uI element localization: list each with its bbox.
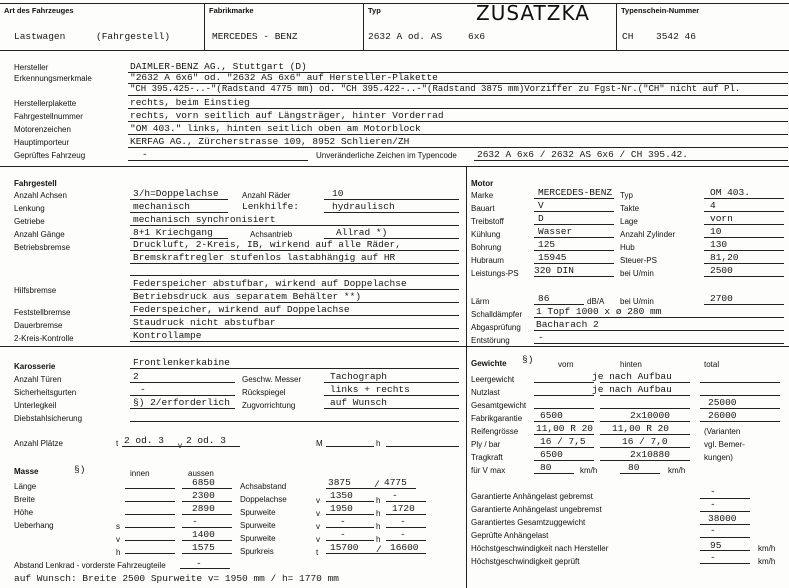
vehicle-kind-label: Art des Fahrzeuges [4,6,74,15]
emission-test-label: Abgasprüfung [471,323,521,332]
turning-circle-value-1: 15700 [330,542,359,553]
type-label: Typ [368,6,381,15]
identification-value-1: "2632 A 6x6" od. "2632 AS 6x6" auf Hersteller-Plakette [130,72,438,83]
dual-circuit-label: 2-Kreis-Kontrolle [14,334,74,343]
engine-type-label: Typ [620,191,633,200]
axle-drive-value: Allrad *) [336,227,388,238]
engine-brand-label: Marke [471,191,494,200]
stroke-value: 130 [710,239,728,250]
seatbelts-label: Sicherheitsgurten [14,388,77,397]
tested-vehicle-label: Geprüftes Fahrzeug [14,151,86,160]
rpm-value: 2500 [710,265,733,276]
vehicle-kind-value: Lastwagen [14,31,66,42]
axles-value: 3/h=Doppelachse [133,188,219,199]
auxiliary-brake-value-1: Federspeicher abstufbar, wirkend auf Doppelachse [133,278,407,289]
axle-drive-label: Achsantrieb [250,230,293,239]
engine-mark-label: Motorenzeichen [14,125,71,134]
position-label: Lage [620,217,638,226]
tire-size-rear: 11,00 R 20 [612,423,670,434]
empty-weight-value: je nach Aufbau [592,371,672,382]
gears-value: 8+1 Kriechgang [133,227,213,238]
power-steering-value: hydraulisch [332,201,395,212]
ply-label: Ply / bar [471,440,501,449]
certificate-prefix: CH [622,31,634,42]
cooling-label: Kühlung [471,230,501,239]
retarder-value: Staudruck nicht abstufbar [133,317,276,328]
factory-guarantee-rear: 2x10000 [630,410,670,421]
empty-weight-label: Leergewicht [471,375,515,384]
gearbox-value: mechanisch synchronisiert [133,214,276,225]
brand-value: MERCEDES - BENZ [212,31,298,42]
track1-h-value: 1720 [392,503,415,514]
gross-weight-label: Gesamtgewicht [471,401,527,410]
trailer-braked-value: - [710,486,716,497]
manufacturer-value: DAIMLER-BENZ AG., Stuttgart (D) [130,61,307,72]
design-label: Bauart [471,204,495,213]
service-brake-label: Betriebsbremse [14,243,71,252]
interference-value: - [538,332,544,343]
vehicle-kind-value-2: (Fahrgestell) [96,31,171,42]
plate-value: rechts, beim Einstieg [130,97,250,108]
axles-label: Anzahl Achsen [14,191,67,200]
service-brake-value-1: Druckluft, 2-Kreis, IB, wirkend auf alle Räder, [133,239,401,250]
auxiliary-brake-label: Hilfsbremse [14,286,57,295]
front-label: vorn [558,360,574,369]
overhang-v-marker: v [116,535,120,544]
wheel-chock-value: §) 2/erforderlich [133,397,230,408]
overhang-s-value: - [192,516,198,527]
displacement-label: Hubraum [471,256,504,265]
rear-label: hinten [620,360,642,369]
track2-h-marker: h [376,522,381,531]
tire-size-front: 11,00 R 20 [536,423,594,434]
chassis-number-value: rechts, vorn seitlich auf Längsträger, hinter Vorderrad [130,110,444,121]
chassis-section-title: Fahrgestell [14,179,57,188]
vmax-label: für V max [471,466,506,475]
strokes-value: 4 [710,200,716,211]
track2-h-value: - [400,516,406,527]
tested-trailer-label: Geprüfte Anhängelast [471,531,549,540]
seats-t-marker: t [116,439,119,448]
doors-value: 2 [133,371,139,382]
bore-label: Bohrung [471,243,502,252]
gearbox-label: Getriebe [14,217,45,226]
dimensions-mark: §) [74,464,86,475]
mirrors-value: links + rechts [330,384,410,395]
height-value: 2890 [192,503,215,514]
steering-wheel-distance-label: Abstand Lenkrad - vorderste Fahrzeugteile [14,561,166,570]
silencer-value: 1 Topf 1000 x ø 280 mm [536,306,662,317]
displacement-value: 15945 [538,252,567,263]
wheels-value: 10 [332,188,344,199]
tow-device-value: auf Wunsch [330,397,388,408]
noise-rpm-value: 2700 [710,293,733,304]
certificate-number-label: Typenschein-Nummer [621,6,700,15]
engine-mark-value: "OM 403." links, hinten seitlich oben am Motorblock [130,123,421,134]
tandem-h-marker: h [376,496,381,505]
max-speed-manufacturer-label: Höchstgeschwindigkeit nach Hersteller [471,544,609,553]
emission-test-value: Bacharach 2 [536,319,599,330]
gross-weight-value: 25000 [708,397,737,408]
tandem-h-value: - [392,490,398,501]
track3-v-marker: v [316,535,320,544]
track2-v-value: - [340,516,346,527]
track3-v-value: - [340,529,346,540]
combination-weight-value: 38000 [708,513,737,524]
cylinders-label: Anzahl Zylinder [620,230,676,239]
vmax-rear: 80 [628,462,640,473]
cooling-value: Wasser [538,226,573,237]
engine-section-title: Motor [471,179,494,188]
tow-device-label: Zugvorrichtung [242,401,296,410]
doors-label: Anzahl Türen [14,375,62,384]
importer-value: KERFAG AG., Zürcherstrasse 109, 8952 Schlieren/ZH [130,136,410,147]
track-label-1: Spurweite [240,508,276,517]
auxiliary-brake-value-2: Betriebsdruck aus separatem Behälter **) [133,291,362,302]
vmax-rear-unit: km/h [668,466,686,475]
certificate-number: 3542 46 [656,31,696,42]
body-value: Frontlenkerkabine [133,357,230,368]
seats-v-marker: v [178,441,182,450]
turning-circle-t-marker: t [316,548,319,557]
tested-trailer-value: - [710,525,716,536]
noise-rpm-label: bei U/min [620,297,654,306]
vmax-front-unit: km/h [580,466,598,475]
width-value: 2300 [192,490,215,501]
factory-guarantee-front: 6500 [540,410,563,421]
max-speed-tested-unit: km/h [758,557,776,566]
identification-value-2: "CH 395.425-..-"(Radstand 4775 mm) od. "CH 395.422-..-"(Radstand 3875 mm)Vorziffer zu Fgst-Nr.("CH" nicht auf Pl. [130,84,741,94]
wheel-chock-label: Unterlegkeil [14,401,57,410]
ply-front: 16 / 7,5 [540,436,586,447]
type-value-2: 6x6 [468,31,486,42]
stroke-label: Hub [620,243,635,252]
steering-value: mechanisch [133,201,191,212]
interference-label: Entstörung [471,336,510,345]
power-value: 320 DIN [534,265,574,276]
wheelbase-value-1: 3875 [328,477,351,488]
noise-label: Lärm [471,297,490,306]
overhang-h-value: 1575 [192,542,215,553]
anti-theft-label: Diebstahlsicherung [14,414,83,423]
design-value: V [538,200,544,211]
power-label: Leistungs-PS [471,269,519,278]
length-value: 6850 [192,477,215,488]
brand-label: Fabrikmarke [209,6,254,15]
factory-guarantee-label: Fabrikgarantie [471,414,523,423]
dual-circuit-value: Kontrollampe [133,330,202,341]
load-capacity-rear: 2x10880 [630,449,670,460]
factory-guarantee-total: 26000 [708,410,737,421]
tax-hp-value: 81,20 [710,252,739,263]
combination-weight-label: Garantiertes Gesamtzuggewicht [471,518,586,527]
engine-type-value: OM 403. [710,187,750,198]
mirrors-label: Rückspiegel [242,388,286,397]
fuel-label: Treibstoff [471,217,504,226]
seats-m-marker: M [316,439,323,448]
body-section-title: Karosserie [14,362,56,371]
outside-label: aussen [188,469,214,478]
noise-value: 86 [538,293,550,304]
max-speed-manufacturer-unit: km/h [758,544,776,553]
seats-label: Anzahl Plätze [14,439,63,448]
wheelbase-value-2: 4775 [384,477,407,488]
tire-variants-note: (Varianten [704,427,741,436]
track1-h-marker: h [376,509,381,518]
engine-brand-value: MERCEDES-BENZ [538,187,613,198]
height-label: Höhe [14,508,34,517]
overhang-s-marker: s [116,522,120,531]
unchanging-code-value: 2632 A 6x6 / 2632 AS 6x6 / CH 395.42. [477,149,688,160]
chassis-number-label: Fahrgestellnummer [14,112,83,121]
trailer-braked-label: Garantierte Anhängelast gebremst [471,492,593,501]
importer-label: Hauptimporteur [14,138,70,147]
vmax-front: 80 [540,462,552,473]
turning-circle-label: Spurkreis [240,547,274,556]
payload-label: Nutzlast [471,388,500,397]
tax-hp-label: Steuer-PS [620,256,657,265]
load-capacity-front: 6500 [540,449,563,460]
cylinders-value: 10 [710,226,722,237]
track-label-2: Spurweite [240,521,276,530]
turning-circle-value-2: 16600 [390,542,419,553]
steering-label: Lenkung [14,204,45,213]
overhang-v-value: 1400 [192,529,215,540]
manufacturer-label: Hersteller [14,63,49,72]
zusatzkarte-stamp: ZUSATZKA [476,1,590,25]
seats-h-marker: h [376,439,381,448]
ply-rear: 16 / 7,0 [622,436,668,447]
track2-v-marker: v [316,522,320,531]
trailer-unbraked-label: Garantierte Anhängelast ungebremst [471,505,602,514]
fuel-value: D [538,213,544,224]
track3-h-marker: h [376,535,381,544]
parking-brake-label: Feststellbremse [14,308,71,317]
tandem-v-value: 1350 [330,490,353,501]
weights-mark: §) [522,354,534,365]
service-brake-value-2: Bremskraftregler stufenlos lastabhängig auf HR [133,252,396,263]
tested-vehicle-value: - [142,149,148,160]
trailer-unbraked-value: - [710,499,716,510]
weights-section-title: Gewichte [471,359,507,368]
overhang-label: Ueberhang [14,521,54,530]
power-steering-label: Lenkhilfe: [242,201,300,212]
tire-size-label: Reifengrösse [471,427,519,436]
speedometer-value: Tachograph [330,371,388,382]
load-capacity-label: Tragkraft [471,453,503,462]
overhang-h-marker: h [116,548,121,557]
wheels-label: Anzahl Räder [242,191,291,200]
retarder-label: Dauerbremse [14,321,63,330]
max-speed-manufacturer-value: 95 [710,540,722,551]
max-speed-tested-value: - [710,552,716,563]
unchanging-code-label: Unveränderliche Zeichen im Typencode [316,151,457,160]
load-capacity-note: kungen) [704,453,733,462]
steering-wheel-distance-value: - [196,558,202,569]
track1-v-value: 1950 [330,503,353,514]
speedometer-label: Geschw. Messer [242,375,302,384]
rpm-label: bei U/min [620,269,654,278]
wheelbase-label: Achsabstand [240,482,287,491]
max-speed-tested-label: Höchstgeschwindigkeit geprüft [471,557,580,566]
seatbelts-value: - [140,384,146,395]
track1-v-marker: v [316,509,320,518]
tandem-v-marker: v [316,496,320,505]
tandem-axle-label: Doppelachse [240,495,287,504]
gears-label: Anzahl Gänge [14,230,65,239]
payload-value: je nach Aufbau [592,384,672,395]
silencer-label: Schalldämpfer [471,310,523,319]
plate-label: Herstellerplakette [14,99,77,108]
parking-brake-value: Federspeicher, wirkend auf Doppelachse [133,304,350,315]
dimensions-section-title: Masse [14,467,39,476]
total-label: total [704,360,720,369]
vehicle-type-certificate: Art des Fahrzeuges Lastwagen (Fahrgestell) Fabrikmarke MERCEDES - BENZ Typ 2632 A od. AS 6x6 ZUSATZKA Typenschein-Nummer CH 3542 46 Hersteller DAIMLER-BENZ AG., Stuttgart (D) Erkennungsmerkmale "2632 A 6x6" od. "2632 AS 6x6" auf Hersteller-Plakette "CH 395.425-..-"(Radstand 4775 mm) od. "CH 395.422-..-"(Radstand 3875 mm)Vorziffer zu Fgst-Nr.("CH" nicht auf Pl. Herstellerplakette rechts, beim Einstieg Fahrgestellnummer rechts, vorn seitlich auf Längsträger, hinter Vorderrad Motorenzeichen "OM 403." links, hinten seitlich oben am Motorblock Hauptimporteur KERFAG AG., Zürcherstrasse 109, 8952 Schlieren/ZH Geprüftes Fahrzeug - Unveränderliche Zeichen im Typencode 2632 A 6x6 / 2632 AS 6x6 / CH 395.42. Fahrgestell Anzahl Achsen 3/h=Doppelachse Anzahl Räder 10 Lenkung mechanisch Lenkhilfe: hydraulisch Getriebe mechanisch synchronisiert Anzahl Gänge 8+1 Kriechgang Achsantrieb Allrad *) Betriebsbremse Druckluft, 2-Kreis, IB, wirkend auf alle Räder, Bremskraftregler stufenlos lastabhängig auf HR Hilfsbremse Federspeicher abstufbar, wirkend auf Doppelachse Betriebsdruck aus separatem Behälter **) Feststellbremse Federspeicher, wirkend auf Doppelachse Dauerbremse Staudruck nicht abstufbar 2-Kreis-Kontrolle Kontrollampe Motor Marke MERCEDES-BENZ Typ OM 403. Bauart V Takte 4 Treibstoff D Lage vorn Kühlung Wasser Anzahl Zylinder 10 Bohrung 125 Hub 130 Hubraum 15945 Steuer-PS 81,20 Leistungs-PS 320 DIN bei U/min 2500 Lärm 86 dB/A bei U/min 2700 Schalldämpfer 1 Topf 1000 x ø 280 mm Abgasprüfung Bacharach 2 Entstörung - Karosserie Frontlenkerkabine Anzahl Türen 2 Geschw. Messer Tachograph Sicherheitsgurten - Rückspiegel links + rechts Unterlegkeil §) 2/erforderlich Zugvorrichtung auf Wunsch Diebstahlsicherung Anzahl Plätze t 2 od. 3 v 2 od. 3 M h Masse §) innen aussen Länge 6850 Achsabstand 3875 / 4775 Breite 2300 Doppelachse v 1350 h - Höhe 2890 Spurweite v 1950 h 1720 Ueberhang s - Spurweite v - h - v 1400 Spurweite v - h - h 1575 Spurkreis t 15700 / 16600 Abstand Lenkrad - vorderste Fahrzeugteile - auf Wunsch: Breite 2500 Spurweite v= 1950 mm / h= 1770 mm Gewichte §) vorn hinten total Leergewicht je nach Aufbau Nutzlast je nach Aufbau Gesamtgewicht 25000 Fabrikgarantie 6500 2x10000 26000 Reifengrösse 11,00 R 20 11,00 R 20 (Varianten Ply / bar 16 / 7,5 16 / 7,0 vgl. Bemer- Tragkraft 6500 2x10880 kungen) für V max 80 km/h 80 km/h Garantierte Anhängelast gebremst - Garantierte Anhängelast ungebremst - Garantiertes Gesamtzuggewicht 38000 Geprüfte Anhängelast - Höchstgeschwindigkeit nach Hersteller 95 km/h Höchstgeschwindigkeit geprüft - km/h [0,0,789,588]
position-value: vorn [710,213,733,224]
seats-v-value: 2 od. 3 [186,435,226,446]
type-value: 2632 A od. AS [368,31,443,42]
bore-value: 125 [538,239,556,250]
ply-note: vgl. Bemer- [704,440,745,449]
width-label: Breite [14,495,35,504]
track3-h-value: - [400,529,406,540]
dba-unit: dB/A [587,297,605,306]
inside-label: innen [130,469,150,478]
seats-t-value: 2 od. 3 [124,435,164,446]
length-label: Länge [14,482,37,491]
strokes-label: Takte [620,204,640,213]
identification-label: Erkennungsmerkmale [14,74,92,83]
optional-width-note: auf Wunsch: Breite 2500 Spurweite v= 1950 mm / h= 1770 mm [14,573,339,584]
track-label-3: Spurweite [240,534,276,543]
